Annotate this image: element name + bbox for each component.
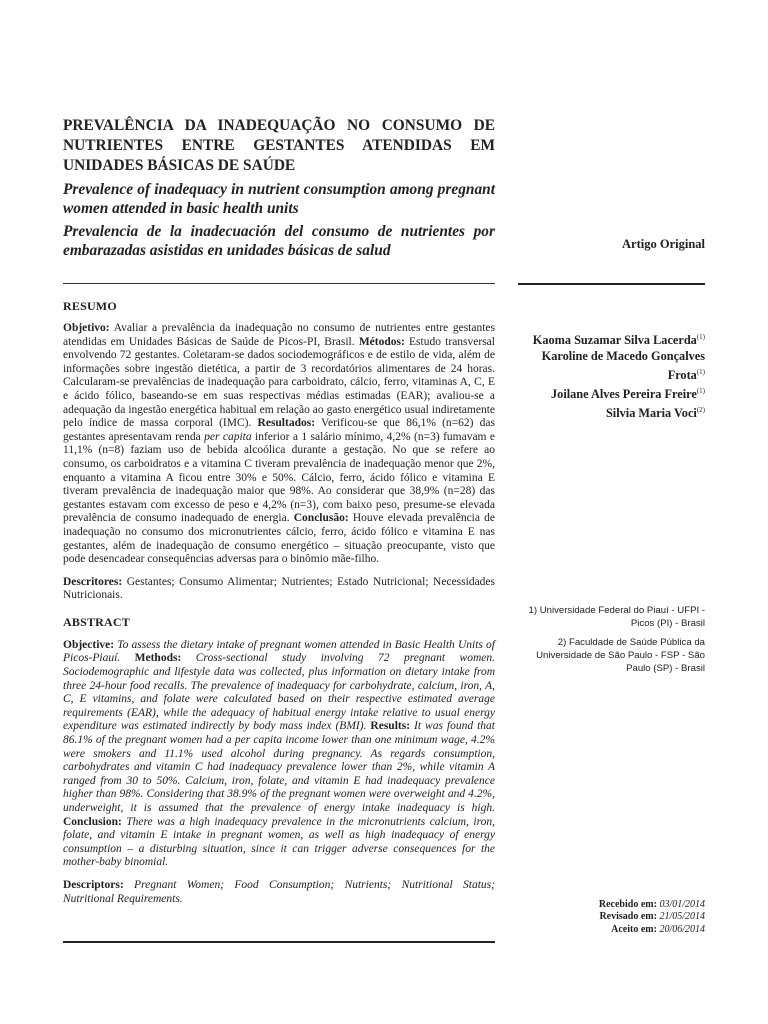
- objective-text: To assess the dietary intake of pregnant women attended in Basic Health Units of Picos-Piauí.: [63, 638, 495, 665]
- received-date: [599, 899, 705, 911]
- objetivo-text: Avaliar a prevalência da inadequação no consumo de nutrientes entre gestantes atendidas em Unidades Básicas de Saúde de Picos-PI, Brasil.: [63, 322, 495, 348]
- bottom-divider: [63, 941, 495, 943]
- descriptors-label: Descriptors:: [63, 878, 124, 891]
- conclusao-text: Houve elevada prevalência de inadequação no consumo dos micronutrientes cálcio, ferro, ácido fólico e vitamina E nas gestantes, além de inadequação de consumo energético – situação preocupante, visto que pode desencadear consequências adversas para o binômio mãe-filho.: [63, 512, 495, 566]
- author-name: Kaoma Suzamar Silva Lacerda: [532, 333, 697, 348]
- affiliation-1: 1) Universidade Federal do Piauí - UFPI - Picos (PI) - Brasil: [528, 605, 705, 630]
- metodos-label: Métodos:: [358, 335, 405, 348]
- left-column: [63, 116, 495, 260]
- right-divider: [518, 283, 705, 285]
- author-affiliation-mark: (2): [696, 406, 705, 415]
- resumo-heading: RESUMO: [63, 299, 117, 313]
- descriptors: [63, 879, 495, 906]
- article-dates: [599, 899, 705, 936]
- revised-label: Revisado em:: [599, 911, 657, 923]
- abstract-body: [63, 639, 495, 870]
- descritores: [63, 576, 495, 603]
- author-affiliation-mark: (1): [696, 368, 705, 377]
- author-affiliation-mark: (1): [696, 333, 705, 341]
- descriptors-text: Pregnant Women; Food Consumption; Nutrients; Nutritional Status; Nutritional Requirements.: [63, 878, 495, 905]
- conclusao-label: Conclusão:: [293, 512, 349, 525]
- conclusion-text: There was a high inadequacy prevalence in the micronutrients calcium, iron, folate, and vitamin E intake in pregnant women, as well as high inadequacy of energy consumption – a disturbing situation, since it can trigger adverse consequences for the mother-baby binomial.: [63, 815, 495, 869]
- resumo-body: [63, 322, 495, 567]
- title-spanish: Prevalencia de la inadecuación del consumo de nutrientes por embarazadas asistidas en unidades básicas de salud: [63, 223, 495, 259]
- revised-date: [599, 911, 705, 923]
- author-name: Karoline de Macedo Gonçalves Frota: [541, 349, 705, 383]
- objective-label: Objective:: [63, 638, 115, 651]
- received-label: Recebido em:: [598, 899, 657, 910]
- author-name: Silvia Maria Voci: [605, 406, 697, 421]
- methods-text: Cross-sectional study involving 72 pregnant women. Sociodemographic and lifestyle data was collected, plus information on dietary intake from three 24-hour food recalls. The prevalence of inadequacy for carbohydrate, calcium, iron, A, C, E vitamins, and folate were calculated based on their respective estimated average requirements (EAR), while the adequacy of habitual energy intake relative to usual energy expenditure was estimated indirectly by body mass index (BMI).: [63, 652, 495, 733]
- results-label: Results:: [370, 720, 411, 733]
- resultados-italic: per capita: [204, 430, 252, 443]
- affiliation-2: 2) Faculdade de Saúde Pública da Universidade de São Paulo - FSP - São Paulo (SP) - Brasil: [536, 637, 705, 675]
- descritores-label: Descritores:: [63, 575, 123, 588]
- resultados-label: Resultados:: [257, 417, 316, 430]
- author-affiliation-mark: (1): [696, 387, 705, 396]
- accepted-value: 20/06/2014: [656, 923, 705, 935]
- author: [505, 383, 705, 402]
- author: [505, 402, 705, 421]
- objetivo-label: Objetivo:: [63, 322, 110, 334]
- received-value: 03/01/2014: [656, 899, 705, 910]
- title-divider: [63, 283, 495, 284]
- resultados-text-b: inferior a 1 salário mínimo, 4,2% (n=3) fumavam e 11,1% (n=8) faziam uso de bebida alcoólica durante a gestação. No que se refere ao consumo, os carboidratos e a vitamina C tiveram prevalência de inadequação menor que 2%, enquanto a vitamina A ficou entre 30% e 50%. Cálcio, ferro, ácido fólico e vitamina E tiveram prevalência de inadequação maior que 98%. Ao considerar que 38,9% (n=28) das gestantes estavam com excesso de peso e 4,2% (n=3), com baixo peso, presume-se elevada prevalência de consumo inadequado de energia.: [63, 430, 496, 525]
- article-type: Artigo Original: [622, 237, 705, 251]
- accepted-label: Aceito em:: [611, 923, 657, 935]
- resumo-section: [63, 299, 495, 906]
- descritores-text: Gestantes; Consumo Alimentar; Nutrientes; Estado Nutricional; Necessidades Nutricionais.: [63, 575, 495, 602]
- accepted-date: [599, 924, 705, 936]
- author-list: [505, 329, 705, 421]
- results-text: It was found that 86.1% of the pregnant women had a per capita income lower than one minimum wage, 4.2% were smokers and 11.1% used alcohol during pregnancy. As regards consumption, carbohydrates and vitamin C had inadequacy prevalence lower than 2%, while vitamin A ranged from 30 to 50%. Calcium, iron, folate, and vitamin E had inadequacy prevalence higher than 98%. Considering that 38.9% of the pregnant women were overweight and 4.2%, underweight, it is assumed that the prevalence of energy intake inadequacy is high.: [63, 720, 495, 814]
- metodos-text: Estudo transversal envolvendo 72 gestantes. Coletaram-se dados sociodemográficos e de estilo de vida, além de informações sobre ingestão dietética, a partir de 3 recordatórios alimentares de 24 horas. Calcularam-se prevalências de inadequação para carboidrato, cálcio, ferro, vitaminas A, C, E e ácido fólico, baseando-se em suas respectivas médias estimadas (EAR); avaliou-se a adequação da ingestão energética habitual em relação ao gasto energético usual indiretamente pelo índice de massa corporal (IMC).: [63, 335, 495, 430]
- methods-label: Methods:: [134, 652, 182, 665]
- abstract-heading: ABSTRACT: [63, 614, 130, 629]
- title-portuguese: PREVALÊNCIA DA INADEQUAÇÃO NO CONSUMO DE NUTRIENTES ENTRE GESTANTES ATENDIDAS EM UNIDADES BÁSICAS DE SAÚDE: [63, 117, 495, 174]
- title-english: Prevalence of inadequacy in nutrient consumption among pregnant women attended in basic health units: [63, 181, 495, 217]
- author-name: Joilane Alves Pereira Freire: [551, 387, 697, 402]
- author: [505, 348, 705, 383]
- revised-value: 21/05/2014: [656, 911, 705, 923]
- author: [505, 329, 705, 348]
- resultados-text-a: Verificou-se que 86,1% (n=62) das gestantes apresentavam renda: [63, 417, 495, 443]
- conclusion-label: Conclusion:: [63, 815, 122, 828]
